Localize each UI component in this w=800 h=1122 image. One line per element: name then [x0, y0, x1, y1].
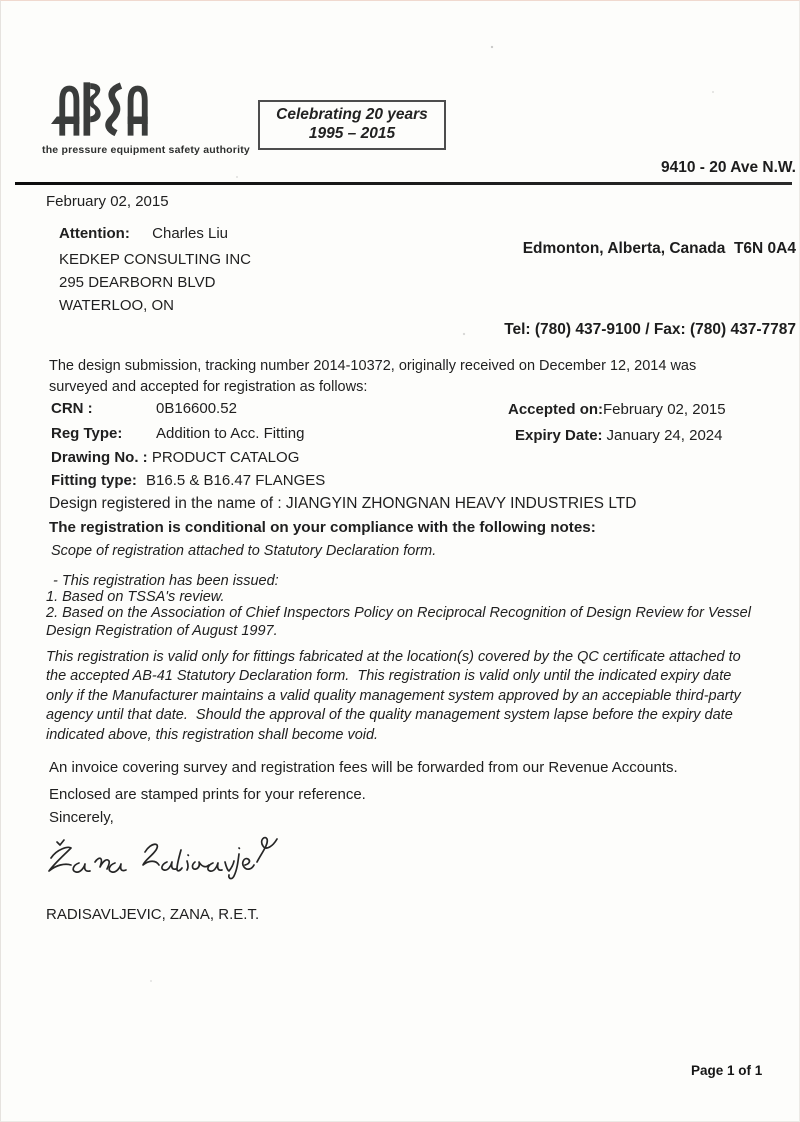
anniversary-banner — [258, 100, 446, 150]
signature-image — [43, 832, 278, 882]
attention-name: Charles Liu — [152, 225, 229, 242]
drawing-no-value: PRODUCT CATALOG — [151, 449, 300, 466]
accepted-on — [508, 401, 726, 418]
invoice-line: An invoice covering survey and registration fees will be forwarded from our Revenue Accounts. — [49, 759, 678, 776]
address-line1: 9410 - 20 Ave N.W. — [661, 159, 796, 176]
expiry-date-label: Expiry Date: — [515, 427, 603, 444]
attention-label: Attention: — [59, 225, 130, 242]
registered-name-line: Design registered in the name of : JIANGYIN ZHONGNAN HEAVY INDUSTRIES LTD — [49, 495, 637, 512]
fitting-type-row — [51, 472, 325, 489]
accepted-on-label: Accepted on: — [508, 401, 604, 418]
attention-line — [59, 225, 228, 242]
issued-note2: 2. Based on the Association of Chief Inspectors Policy on Reciprocal Recognition of Design Review for Vessel Design Registration of August 1997. — [46, 605, 751, 639]
accepted-on-value: February 02, 2015 — [603, 401, 726, 418]
signer-name: RADISAVLJEVIC, ZANA, R.E.T. — [46, 906, 260, 923]
recipient-city: WATERLOO, ON — [59, 297, 175, 314]
fitting-type-label: Fitting type: — [51, 472, 137, 489]
reg-type-label: Reg Type: — [51, 425, 123, 442]
company-address — [504, 100, 796, 397]
closing-line: Sincerely, — [49, 809, 114, 826]
address-line3: Tel: (780) 437-9100 / Fax: (780) 437-7787 — [504, 321, 796, 338]
issued-intro: - This registration has been issued: — [53, 573, 279, 589]
absa-logo — [51, 78, 151, 140]
reg-type-value: Addition to Acc. Fitting — [156, 425, 305, 442]
scope-note: Scope of registration attached to Statutory Declaration form. — [51, 543, 437, 559]
drawing-no-row — [51, 449, 299, 466]
banner-line2: 1995 – 2015 — [308, 125, 396, 142]
recipient-address: 295 DEARBORN BLVD — [59, 274, 216, 291]
letter-date: February 02, 2015 — [46, 193, 169, 210]
recipient-company: KEDKEP CONSULTING INC — [59, 251, 251, 268]
drawing-no-label: Drawing No. : — [51, 449, 148, 466]
fitting-type-value: B16.5 & B16.47 FLANGES — [146, 472, 326, 489]
page-number: Page 1 of 1 — [691, 1063, 763, 1078]
address-line2: Edmonton, Alberta, Canada T6N 0A4 — [522, 240, 796, 257]
banner-line1: Celebrating 20 years — [276, 106, 428, 123]
crn-value: 0B16600.52 — [156, 400, 237, 417]
expiry-date-value: January 24, 2024 — [606, 427, 723, 444]
validity-paragraph: This registration is valid only for fittings fabricated at the location(s) covered by the QC certificate attached to the accepted AB-41 Statutory Declaration form. This registration is valid only until the indicated expiry date only if the Manufacturer maintains a valid quality management system approved by an accepiable third-party agency until that date. Should the approval of the quality management system lapse before the expiry date indicated above, this registration shall become void. — [46, 649, 745, 743]
conditional-line: The registration is conditional on your compliance with the following notes: — [49, 519, 596, 536]
header-divider — [15, 182, 792, 185]
expiry-date — [515, 427, 722, 444]
intro-paragraph: The design submission, tracking number 2014-10372, originally received on December 12, 2014 was surveyed and accepted for registration as follows: — [49, 358, 697, 395]
crn-label: CRN : — [51, 400, 93, 417]
enclosed-line: Enclosed are stamped prints for your reference. — [49, 786, 366, 803]
logo-tagline: the pressure equipment safety authority — [42, 144, 250, 156]
absa-logo-icon — [51, 78, 151, 140]
issued-note1: 1. Based on TSSA's review. — [46, 589, 225, 605]
